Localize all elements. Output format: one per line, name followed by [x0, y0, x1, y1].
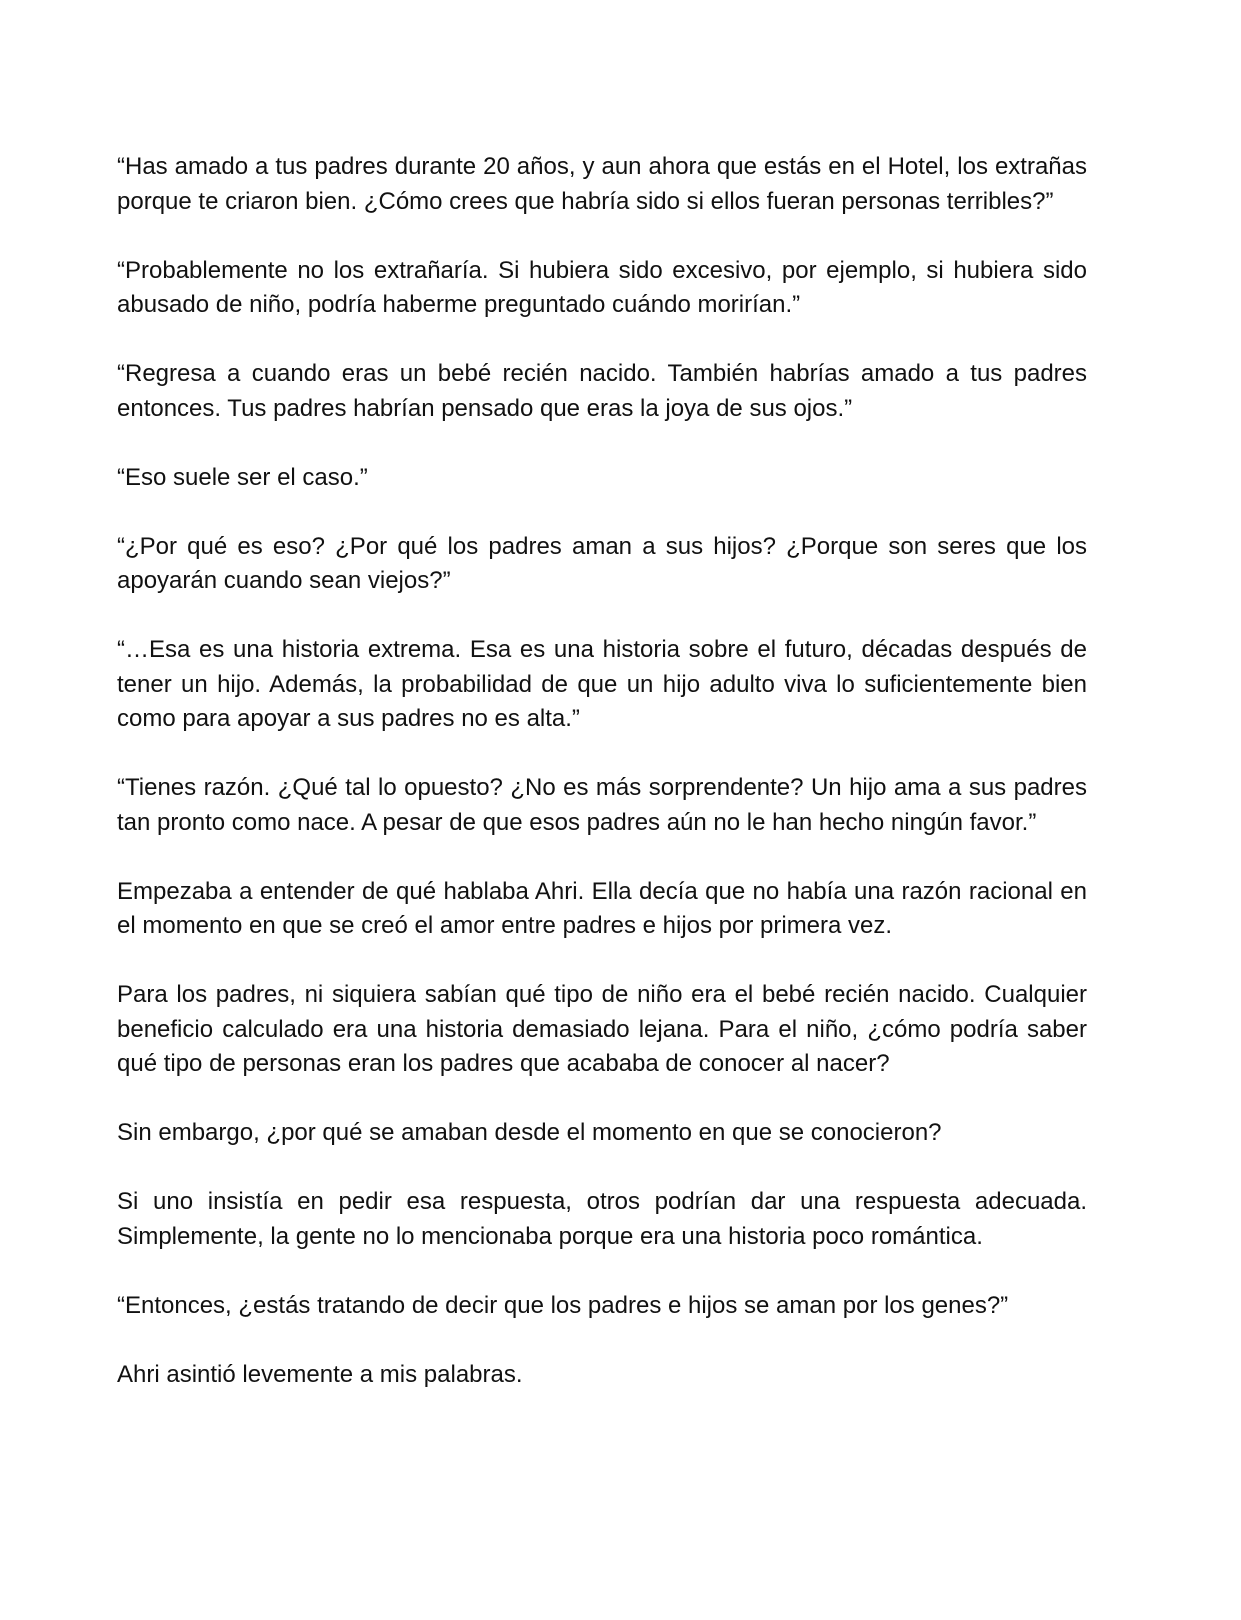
paragraph: “Tienes razón. ¿Qué tal lo opuesto? ¿No es más sorprendente? Un hijo ama a sus padres tan pronto como nace. A pesar de que esos padres aún no le han hecho ningún favor.”	[117, 774, 1087, 836]
paragraph: Para los padres, ni siquiera sabían qué tipo de niño era el bebé recién nacido. Cualquier beneficio calculado era una historia demasiado lejana. Para el niño, ¿cómo podría saber qué tipo de personas eran los padres que acababa de conocer al nacer?	[117, 981, 1087, 1077]
paragraph: Empezaba a entender de qué hablaba Ahri. Ella decía que no había una razón racional en el momento en que se creó el amor entre padres e hijos por primera vez.	[117, 877, 1087, 939]
paragraph: Sin embargo, ¿por qué se amaban desde el momento en que se conocieron?	[117, 1119, 942, 1146]
paragraph: “Has amado a tus padres durante 20 años, y aun ahora que estás en el Hotel, los extrañas porque te criaron bien. ¿Cómo crees que habría sido si ellos fueran personas terribles?”	[117, 153, 1087, 215]
paragraph: “Entonces, ¿estás tratando de decir que los padres e hijos se aman por los genes?”	[117, 1291, 1009, 1319]
paragraph: “¿Por qué es eso? ¿Por qué los padres aman a sus hijos? ¿Porque son seres que los apoyarán cuando sean viejos?”	[117, 532, 1087, 594]
paragraph: Si uno insistía en pedir esa respuesta, otros podrían dar una respuesta adecuada. Simplemente, la gente no lo mencionaba porque era una historia poco romántica.	[117, 1188, 1087, 1250]
paragraph: Ahri asintió levemente a mis palabras.	[117, 1360, 523, 1388]
paragraph: “…Esa es una historia extrema. Esa es una historia sobre el futuro, décadas después de tener un hijo. Además, la probabilidad de que un hijo adulto viva lo suficientemente bien como para apoyar a sus padres no es alta.”	[117, 636, 1087, 732]
paragraph: “Probablemente no los extrañaría. Si hubiera sido excesivo, por ejemplo, si hubiera sido abusado de niño, podría haberme preguntado cuándo morirían.”	[117, 256, 1087, 318]
paragraph: “Regresa a cuando eras un bebé recién nacido. También habrías amado a tus padres entonces. Tus padres habrían pensado que eras la joya de sus ojos.”	[117, 360, 1087, 422]
paragraph: “Eso suele ser el caso.”	[117, 463, 368, 491]
document-body	[117, 150, 1087, 1392]
